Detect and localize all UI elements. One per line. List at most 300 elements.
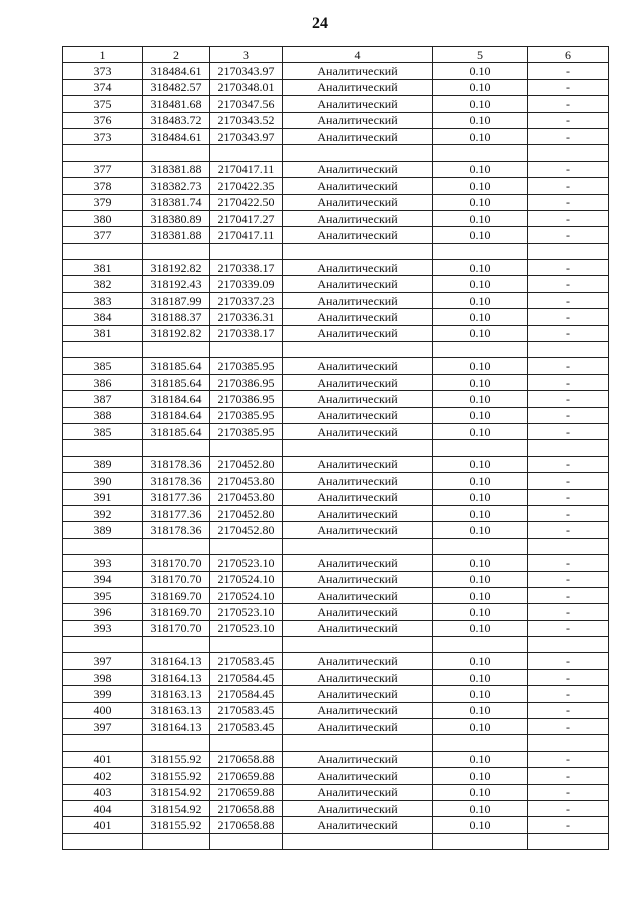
table-cell: 385: [63, 423, 143, 439]
table-cell: -: [528, 407, 609, 423]
table-cell: 318169.70: [143, 604, 210, 620]
table-cell: 2170658.88: [210, 817, 283, 833]
table-cell: 402: [63, 768, 143, 784]
table-cell: 318170.70: [143, 620, 210, 636]
table-cell: -: [528, 587, 609, 603]
table-cell: Аналитический: [283, 571, 433, 587]
table-cell: Аналитический: [283, 587, 433, 603]
separator-row: [63, 833, 609, 849]
table-row: [63, 489, 609, 505]
table-cell: 398: [63, 669, 143, 685]
table-cell: 389: [63, 522, 143, 538]
table-row: [63, 391, 609, 407]
separator-row: [63, 637, 609, 653]
table-cell: 374: [63, 79, 143, 95]
table-row: [63, 768, 609, 784]
table-cell: 0.10: [433, 391, 528, 407]
table-cell: -: [528, 112, 609, 128]
table-cell: Аналитический: [283, 407, 433, 423]
table-cell: 2170523.10: [210, 555, 283, 571]
table-row: [63, 751, 609, 767]
table-row: [63, 653, 609, 669]
table-cell: -: [528, 161, 609, 177]
table-cell: -: [528, 751, 609, 767]
table-cell: -: [528, 719, 609, 735]
table-cell: Аналитический: [283, 800, 433, 816]
table-cell: 0.10: [433, 669, 528, 685]
table-cell: 397: [63, 719, 143, 735]
table-cell: 375: [63, 96, 143, 112]
table-cell: Аналитический: [283, 719, 433, 735]
table-cell: 0.10: [433, 456, 528, 472]
table-row: [63, 210, 609, 226]
separator-row: [63, 342, 609, 358]
table-cell: 318184.64: [143, 407, 210, 423]
table-cell: 2170385.95: [210, 358, 283, 374]
table-row: [63, 555, 609, 571]
table-cell: Аналитический: [283, 456, 433, 472]
empty-cell: [528, 637, 609, 653]
table-cell: 2170338.17: [210, 260, 283, 276]
separator-row: [63, 243, 609, 259]
table-cell: 318381.88: [143, 161, 210, 177]
table-row: [63, 456, 609, 472]
table-cell: Аналитический: [283, 292, 433, 308]
table-cell: 389: [63, 456, 143, 472]
empty-cell: [63, 735, 143, 751]
table-cell: 318163.13: [143, 686, 210, 702]
table-cell: 378: [63, 178, 143, 194]
table-cell: 0.10: [433, 522, 528, 538]
table-cell: -: [528, 653, 609, 669]
table-cell: 381: [63, 260, 143, 276]
empty-cell: [528, 735, 609, 751]
table-cell: -: [528, 456, 609, 472]
table-cell: 380: [63, 210, 143, 226]
empty-cell: [433, 637, 528, 653]
table-cell: Аналитический: [283, 653, 433, 669]
table-row: [63, 473, 609, 489]
table-cell: 0.10: [433, 686, 528, 702]
table-cell: Аналитический: [283, 178, 433, 194]
table-cell: 2170385.95: [210, 407, 283, 423]
table-cell: 0.10: [433, 96, 528, 112]
empty-cell: [433, 440, 528, 456]
empty-cell: [210, 833, 283, 849]
table-cell: -: [528, 768, 609, 784]
table-cell: 318192.43: [143, 276, 210, 292]
table-cell: 318382.73: [143, 178, 210, 194]
empty-cell: [143, 145, 210, 161]
table-cell: 318484.61: [143, 128, 210, 144]
table-cell: 2170659.88: [210, 768, 283, 784]
table-cell: 0.10: [433, 587, 528, 603]
empty-cell: [433, 538, 528, 554]
table-row: [63, 112, 609, 128]
table-cell: 401: [63, 751, 143, 767]
table-cell: -: [528, 96, 609, 112]
table-cell: Аналитический: [283, 604, 433, 620]
table-cell: 0.10: [433, 555, 528, 571]
table-cell: 2170386.95: [210, 374, 283, 390]
table-cell: 2170338.17: [210, 325, 283, 341]
table-cell: -: [528, 309, 609, 325]
empty-cell: [283, 833, 433, 849]
table-cell: -: [528, 63, 609, 79]
table-cell: 387: [63, 391, 143, 407]
table-cell: -: [528, 178, 609, 194]
table-cell: Аналитический: [283, 309, 433, 325]
table-cell: -: [528, 505, 609, 521]
table-row: [63, 620, 609, 636]
table-cell: 318188.37: [143, 309, 210, 325]
table-cell: 2170336.31: [210, 309, 283, 325]
table-cell: -: [528, 276, 609, 292]
table-cell: -: [528, 571, 609, 587]
table-cell: 0.10: [433, 63, 528, 79]
table-cell: 318178.36: [143, 456, 210, 472]
empty-cell: [283, 637, 433, 653]
table-row: [63, 800, 609, 816]
empty-cell: [283, 440, 433, 456]
table-cell: 0.10: [433, 768, 528, 784]
table-cell: 2170453.80: [210, 489, 283, 505]
table-cell: 0.10: [433, 358, 528, 374]
table-cell: 318192.82: [143, 325, 210, 341]
table-cell: Аналитический: [283, 79, 433, 95]
empty-cell: [63, 145, 143, 161]
empty-cell: [210, 538, 283, 554]
table-row: [63, 719, 609, 735]
table-row: [63, 128, 609, 144]
table-row: [63, 669, 609, 685]
table-cell: Аналитический: [283, 128, 433, 144]
table-cell: 2170417.11: [210, 227, 283, 243]
empty-cell: [433, 243, 528, 259]
empty-cell: [63, 243, 143, 259]
table-cell: 318170.70: [143, 555, 210, 571]
table-cell: 0.10: [433, 227, 528, 243]
table-cell: Аналитический: [283, 194, 433, 210]
table-row: [63, 522, 609, 538]
table-cell: 0.10: [433, 620, 528, 636]
table-cell: 318185.64: [143, 358, 210, 374]
table-cell: 388: [63, 407, 143, 423]
table-cell: 318177.36: [143, 489, 210, 505]
table-cell: 403: [63, 784, 143, 800]
table-cell: -: [528, 489, 609, 505]
empty-cell: [283, 145, 433, 161]
table-cell: 379: [63, 194, 143, 210]
separator-row: [63, 145, 609, 161]
table-cell: Аналитический: [283, 358, 433, 374]
table-cell: 318155.92: [143, 817, 210, 833]
empty-cell: [528, 440, 609, 456]
table-cell: Аналитический: [283, 620, 433, 636]
table-cell: 318380.89: [143, 210, 210, 226]
table-cell: 0.10: [433, 112, 528, 128]
table-cell: Аналитический: [283, 784, 433, 800]
table-row: [63, 227, 609, 243]
empty-cell: [528, 342, 609, 358]
empty-cell: [63, 637, 143, 653]
table-cell: 2170523.10: [210, 620, 283, 636]
table-cell: 397: [63, 653, 143, 669]
table-cell: -: [528, 128, 609, 144]
table-cell: 2170422.50: [210, 194, 283, 210]
table-cell: 2170348.01: [210, 79, 283, 95]
table-cell: 2170658.88: [210, 800, 283, 816]
table-cell: 2170583.45: [210, 719, 283, 735]
table-cell: 392: [63, 505, 143, 521]
empty-cell: [63, 833, 143, 849]
table-cell: 318185.64: [143, 374, 210, 390]
table-cell: -: [528, 702, 609, 718]
table-cell: 0.10: [433, 571, 528, 587]
empty-cell: [283, 538, 433, 554]
table-cell: 396: [63, 604, 143, 620]
separator-row: [63, 440, 609, 456]
table-cell: 0.10: [433, 178, 528, 194]
table-cell: -: [528, 686, 609, 702]
empty-cell: [143, 342, 210, 358]
table-cell: 2170523.10: [210, 604, 283, 620]
table-cell: 393: [63, 555, 143, 571]
table-cell: -: [528, 292, 609, 308]
table-cell: -: [528, 817, 609, 833]
table-cell: -: [528, 473, 609, 489]
table-cell: 318170.70: [143, 571, 210, 587]
table-cell: 318169.70: [143, 587, 210, 603]
empty-cell: [433, 342, 528, 358]
header-cell: 2: [143, 47, 210, 63]
table-cell: 0.10: [433, 309, 528, 325]
table-cell: -: [528, 669, 609, 685]
table-cell: 2170347.56: [210, 96, 283, 112]
table-cell: 384: [63, 309, 143, 325]
table-cell: 318483.72: [143, 112, 210, 128]
header-cell: 1: [63, 47, 143, 63]
empty-cell: [283, 243, 433, 259]
table-cell: Аналитический: [283, 686, 433, 702]
table-cell: 318187.99: [143, 292, 210, 308]
table-row: [63, 309, 609, 325]
header-cell: 6: [528, 47, 609, 63]
table-row: [63, 423, 609, 439]
table-cell: 386: [63, 374, 143, 390]
empty-cell: [528, 145, 609, 161]
empty-cell: [143, 243, 210, 259]
table-body: [63, 63, 609, 850]
table-row: [63, 325, 609, 341]
table-cell: 2170659.88: [210, 784, 283, 800]
table-cell: 0.10: [433, 702, 528, 718]
table-cell: Аналитический: [283, 325, 433, 341]
table-cell: Аналитический: [283, 112, 433, 128]
table-row: [63, 505, 609, 521]
table-cell: 0.10: [433, 161, 528, 177]
table-cell: 0.10: [433, 276, 528, 292]
empty-cell: [143, 538, 210, 554]
table-cell: 2170422.35: [210, 178, 283, 194]
empty-cell: [63, 440, 143, 456]
table-cell: 318178.36: [143, 473, 210, 489]
table-cell: 318381.74: [143, 194, 210, 210]
table-cell: 2170337.23: [210, 292, 283, 308]
table-cell: 0.10: [433, 407, 528, 423]
header-cell: 5: [433, 47, 528, 63]
empty-cell: [210, 637, 283, 653]
table-cell: 318481.68: [143, 96, 210, 112]
table-cell: 401: [63, 817, 143, 833]
table-cell: -: [528, 374, 609, 390]
table-cell: -: [528, 325, 609, 341]
table-row: [63, 374, 609, 390]
table-row: [63, 292, 609, 308]
table-cell: 0.10: [433, 423, 528, 439]
table-cell: Аналитический: [283, 391, 433, 407]
table-cell: -: [528, 391, 609, 407]
table-cell: -: [528, 604, 609, 620]
empty-cell: [210, 243, 283, 259]
table-cell: 318164.13: [143, 669, 210, 685]
table-cell: 2170343.97: [210, 128, 283, 144]
table-cell: Аналитический: [283, 505, 433, 521]
empty-cell: [143, 833, 210, 849]
table-cell: -: [528, 800, 609, 816]
table-cell: 390: [63, 473, 143, 489]
table-cell: Аналитический: [283, 702, 433, 718]
table-cell: 318154.92: [143, 784, 210, 800]
table-cell: -: [528, 227, 609, 243]
table-cell: 395: [63, 587, 143, 603]
table-cell: 381: [63, 325, 143, 341]
table-row: [63, 79, 609, 95]
table-cell: 383: [63, 292, 143, 308]
separator-row: [63, 538, 609, 554]
table-row: [63, 96, 609, 112]
table-cell: 373: [63, 128, 143, 144]
table-cell: 376: [63, 112, 143, 128]
table-cell: 0.10: [433, 210, 528, 226]
table-cell: 2170452.80: [210, 505, 283, 521]
table-row: [63, 260, 609, 276]
table-cell: Аналитический: [283, 555, 433, 571]
table-cell: -: [528, 620, 609, 636]
table-cell: 2170417.11: [210, 161, 283, 177]
table-row: [63, 161, 609, 177]
table-cell: Аналитический: [283, 161, 433, 177]
table-cell: Аналитический: [283, 227, 433, 243]
table-cell: 2170453.80: [210, 473, 283, 489]
table-cell: 394: [63, 571, 143, 587]
empty-cell: [528, 833, 609, 849]
table-cell: -: [528, 194, 609, 210]
table-cell: 2170452.80: [210, 456, 283, 472]
table-cell: 318164.13: [143, 653, 210, 669]
table-cell: 391: [63, 489, 143, 505]
table-cell: 0.10: [433, 489, 528, 505]
table-cell: 0.10: [433, 128, 528, 144]
table-cell: Аналитический: [283, 669, 433, 685]
table-cell: 2170339.09: [210, 276, 283, 292]
table-cell: 0.10: [433, 260, 528, 276]
table-cell: 2170658.88: [210, 751, 283, 767]
table-row: [63, 784, 609, 800]
table-cell: -: [528, 784, 609, 800]
table-cell: 0.10: [433, 325, 528, 341]
table-cell: 318177.36: [143, 505, 210, 521]
empty-cell: [210, 145, 283, 161]
table-cell: Аналитический: [283, 473, 433, 489]
table-cell: -: [528, 260, 609, 276]
table-cell: 0.10: [433, 374, 528, 390]
table-cell: 0.10: [433, 292, 528, 308]
table-cell: 404: [63, 800, 143, 816]
table-cell: -: [528, 358, 609, 374]
table-cell: 400: [63, 702, 143, 718]
table-cell: 318381.88: [143, 227, 210, 243]
table-row: [63, 358, 609, 374]
empty-cell: [433, 833, 528, 849]
table-cell: 373: [63, 63, 143, 79]
table-header: [63, 47, 609, 63]
table-cell: Аналитический: [283, 276, 433, 292]
table-cell: Аналитический: [283, 522, 433, 538]
table-cell: Аналитический: [283, 489, 433, 505]
table-cell: Аналитический: [283, 751, 433, 767]
empty-cell: [433, 735, 528, 751]
table-cell: Аналитический: [283, 210, 433, 226]
table-cell: 2170343.52: [210, 112, 283, 128]
table-row: [63, 194, 609, 210]
table-cell: 318155.92: [143, 751, 210, 767]
table-row: [63, 571, 609, 587]
empty-cell: [143, 440, 210, 456]
table-cell: 2170452.80: [210, 522, 283, 538]
table-cell: 0.10: [433, 800, 528, 816]
empty-cell: [283, 735, 433, 751]
empty-cell: [433, 145, 528, 161]
table-cell: -: [528, 555, 609, 571]
table-cell: 0.10: [433, 473, 528, 489]
empty-cell: [210, 735, 283, 751]
table-cell: Аналитический: [283, 260, 433, 276]
table-cell: 2170584.45: [210, 669, 283, 685]
table-cell: Аналитический: [283, 768, 433, 784]
table-row: [63, 817, 609, 833]
coordinates-table: [62, 46, 609, 850]
table-cell: 318184.64: [143, 391, 210, 407]
table-cell: 385: [63, 358, 143, 374]
table-cell: -: [528, 79, 609, 95]
table-cell: 0.10: [433, 784, 528, 800]
table-row: [63, 276, 609, 292]
table-cell: 2170524.10: [210, 571, 283, 587]
table-cell: 2170417.27: [210, 210, 283, 226]
table-cell: 2170385.95: [210, 423, 283, 439]
empty-cell: [528, 538, 609, 554]
table-cell: 2170386.95: [210, 391, 283, 407]
table-cell: 0.10: [433, 194, 528, 210]
empty-cell: [283, 342, 433, 358]
empty-cell: [210, 440, 283, 456]
table-cell: 318164.13: [143, 719, 210, 735]
header-row: [63, 47, 609, 63]
empty-cell: [63, 342, 143, 358]
table-cell: Аналитический: [283, 423, 433, 439]
header-cell: 4: [283, 47, 433, 63]
